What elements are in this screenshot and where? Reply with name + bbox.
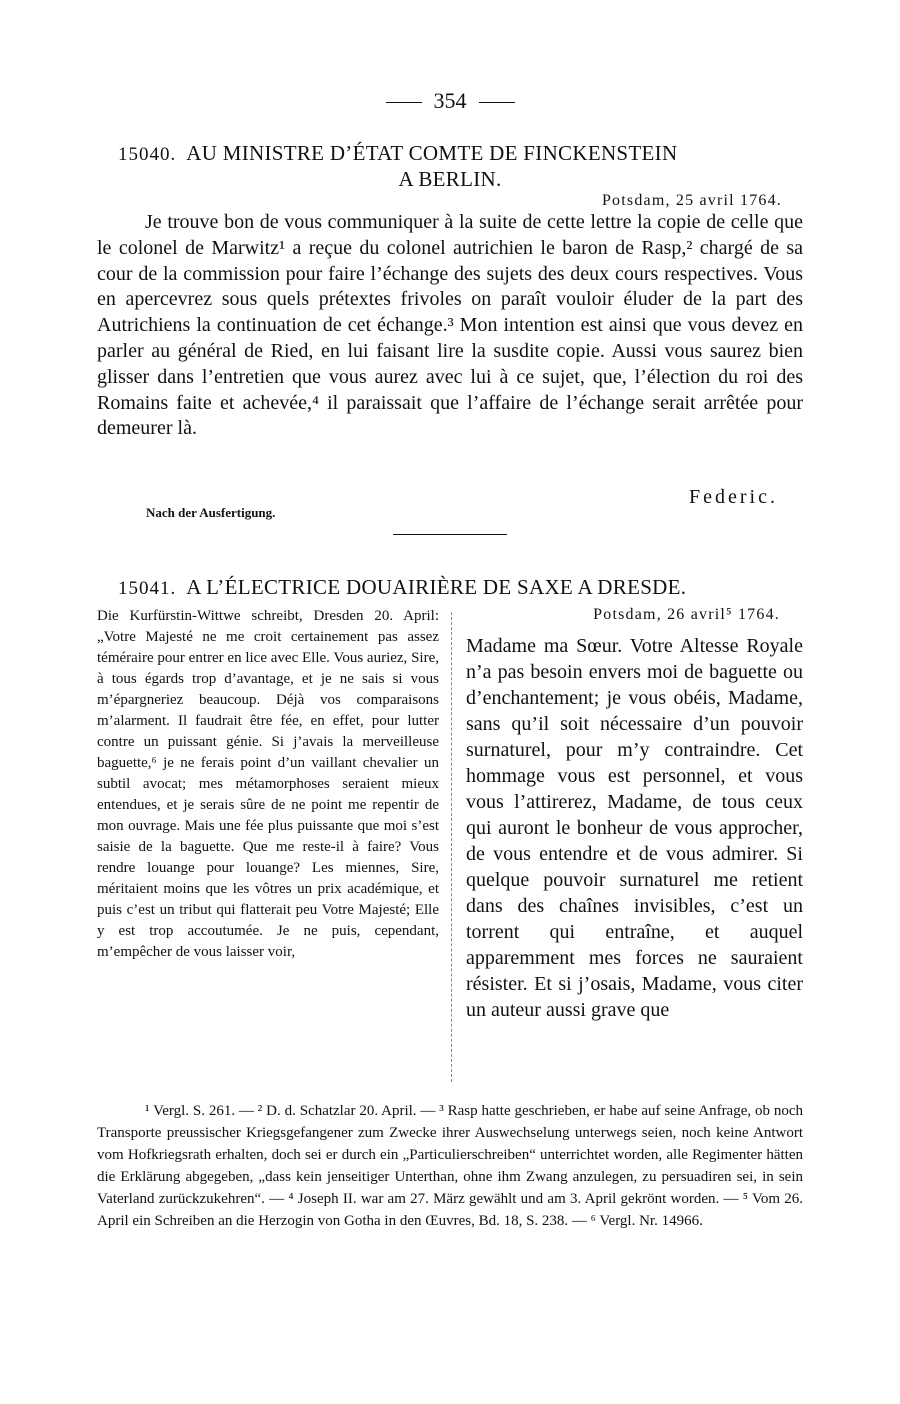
letter1-signature: Federic. xyxy=(689,486,778,508)
letter1-number: 15040. xyxy=(118,144,177,165)
footnotes: ¹ Vergl. S. 261. — ² D. d. Schatzlar 20. April. — ³ Rasp hatte geschrieben, er habe auf seine Anfrage, ob noch Transporte preussischer Kriegsgefangener zum Zwecke ihrer Auswechselung unterwegs seien, noch keine Antwort vom Hofkriegsrath erhalten, doch sei er durch ein „Particulierschreiben“ unterrichtet worden, alle Regimenter hätten die Erklärung abgegeben, „dass kein jenseitiger Unterthan, ohne ihm Zwang anzulegen, zu persuadiren sei, in sein Vaterland zurückzukehren“. — ⁴ Joseph II. war am 27. März gewählt und am 3. April gekrönt worden. — ⁵ Vom 26. April ein Schreiben an die Herzogin von Gotha in den Œuvres, Bd. 18, S. 238. — ⁶ Vergl. Nr. 14966. xyxy=(97,1103,803,1229)
letter1-heading-line1: AU MINISTRE D’ÉTAT COMTE DE FINCKENSTEIN xyxy=(186,141,678,165)
section-divider xyxy=(393,534,507,535)
header-dash-right xyxy=(479,102,515,103)
letter1-body: Je trouve bon de vous communiquer à la suite de cette lettre la copie de celle que le colonel de Marwitz¹ a reçue du colonel autrichien le baron de Rasp,² chargé de sa cour de la commission pour faire l’échange des sujets des deux cours respectives. Vous en apercevrez sous quels prétextes frivoles on paraît vouloir éluder de la part des Autrichiens la continuation de cet échange.³ Mon intention est ainsi que vous devez en parler au général de Ried, en lui faisant lire la susdite copie. Aussi vous saurez bien glisser dans l’entretien que vous aurez avec lui à ce sujet, que, l’élection du roi des Romains faite et achevée,⁴ il paraissait que l’affaire de l’échange serait arrêtée pour demeurer là. xyxy=(97,211,803,440)
page-number: 354 xyxy=(433,88,467,113)
letter2-heading xyxy=(118,575,818,600)
letter2-number: 15041. xyxy=(118,578,177,599)
letter2-right-column: Madame ma Sœur. Votre Altesse Royale n’a pas besoin envers moi de baguette ou d’enchantement; je vous obéis, Madame, sans qu’il soit nécessaire d’un pouvoir surnaturel, pour m’y contraindre. Cet hommage vous est personnel, et vous vous l’attirerez, Madame, de tous ceux qui auront le bonheur de vous approcher, de vous entendre et de vous admirer. Si quelque pouvoir surnaturel me retient dans des chaînes invisibles, c’est un torrent qui entraîne, et auquel apparemment mes forces ne sauraient résister. Et si j’osais, Madame, vous citer un auteur aussi grave que xyxy=(466,635,803,1021)
letter2-dateline: Potsdam, 26 avril⁵ 1764. xyxy=(593,606,780,623)
letter1-heading xyxy=(118,141,798,166)
letter1-source-note: Nach der Ausfertigung. xyxy=(146,505,276,520)
letter2-left-column: Die Kurfürstin-Wittwe schreibt, Dresden 20. April: „Votre Majesté ne me croit certainement pas assez téméraire pour entrer en lice avec Elle. Vous auriez, Sire, à tous égards trop d’avantage, et je ne sais si vous m’épargneriez beaucoup. Déjà vos comparaisons m’alarment. Il faudrait être fée, en effet, pour lutter contre un puissant génie. Si j’avais la merveilleuse baguette,⁶ je ne ferais point d’un vaillant chevalier un subtil avocat; mes métamorphoses seraient mieux entendues, et je serais sûre de ne point me repentir de mon ouvrage. Mais une fée plus puissante que moi s’est saisie de la baguette. Que me reste-il à faire? Vous rendre louange pour louange? Les miennes, Sire, méritaient moins que les vôtres un prix académique, et puis c’est un tribut qui flatterait peu Votre Majesté; Elle y est trop accoutumée. Je ne puis, cependant, m’empêcher de vous laisser voir, xyxy=(97,608,439,960)
letter1-dateline: Potsdam, 25 avril 1764. xyxy=(601,192,782,209)
letter2-heading-text: A L’ÉLECTRICE DOUAIRIÈRE DE SAXE A DRESDE. xyxy=(186,575,687,599)
letter1-heading-line2: A BERLIN. xyxy=(398,167,502,191)
column-divider xyxy=(451,612,452,1082)
header-dash-left xyxy=(386,102,422,103)
page-header xyxy=(0,88,900,114)
